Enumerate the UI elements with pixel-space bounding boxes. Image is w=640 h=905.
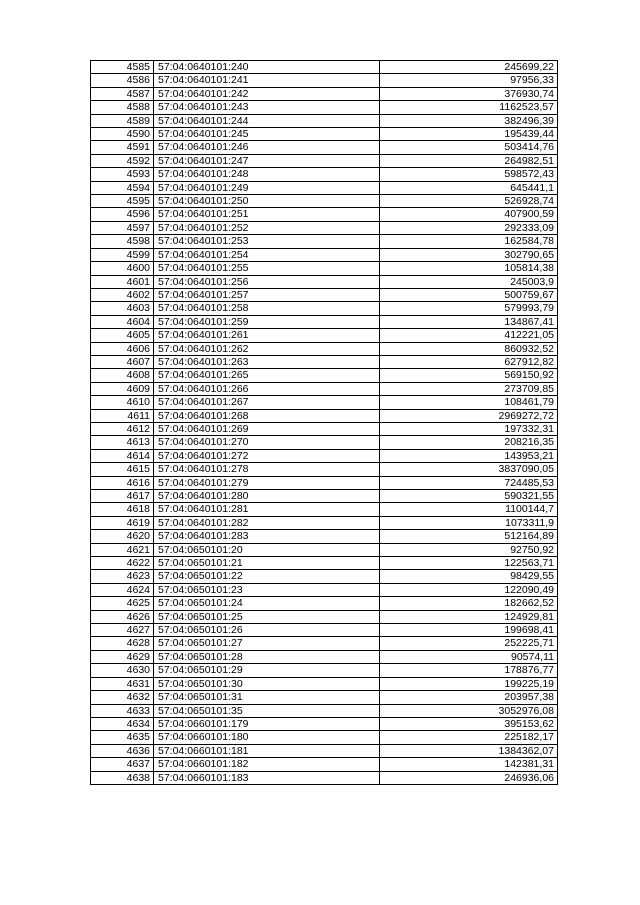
cadastral-number-cell: 57:04:0660101:180 xyxy=(154,731,380,744)
cadastral-value-cell: 98429,55 xyxy=(380,570,558,583)
cadastral-number-cell: 57:04:0640101:253 xyxy=(154,235,380,248)
table-row xyxy=(91,771,558,784)
cadastral-value-cell: 203957,38 xyxy=(380,691,558,704)
cadastral-number-cell: 57:04:0640101:243 xyxy=(154,101,380,114)
cadastral-number-cell: 57:04:0640101:254 xyxy=(154,248,380,261)
table-row xyxy=(91,503,558,516)
row-number-cell: 4622 xyxy=(91,557,154,570)
table-row xyxy=(91,758,558,771)
table-row xyxy=(91,650,558,663)
table-row xyxy=(91,61,558,74)
row-number-cell: 4590 xyxy=(91,128,154,141)
table-row xyxy=(91,355,558,368)
cadastral-number-cell: 57:04:0660101:182 xyxy=(154,758,380,771)
row-number-cell: 4609 xyxy=(91,382,154,395)
cadastral-number-cell: 57:04:0640101:270 xyxy=(154,436,380,449)
row-number-cell: 4629 xyxy=(91,650,154,663)
cadastral-value-cell: 225182,17 xyxy=(380,731,558,744)
cadastral-number-cell: 57:04:0640101:262 xyxy=(154,342,380,355)
table-row xyxy=(91,704,558,717)
cadastral-value-cell: 124929,81 xyxy=(380,610,558,623)
table-row xyxy=(91,208,558,221)
row-number-cell: 4600 xyxy=(91,262,154,275)
row-number-cell: 4628 xyxy=(91,637,154,650)
table-row xyxy=(91,342,558,355)
cadastral-number-cell: 57:04:0640101:268 xyxy=(154,409,380,422)
row-number-cell: 4630 xyxy=(91,664,154,677)
table-row xyxy=(91,530,558,543)
row-number-cell: 4604 xyxy=(91,315,154,328)
cadastral-value-cell: 412221,05 xyxy=(380,329,558,342)
row-number-cell: 4616 xyxy=(91,476,154,489)
row-number-cell: 4611 xyxy=(91,409,154,422)
row-number-cell: 4588 xyxy=(91,101,154,114)
cadastral-number-cell: 57:04:0640101:279 xyxy=(154,476,380,489)
cadastral-number-cell: 57:04:0640101:252 xyxy=(154,221,380,234)
row-number-cell: 4619 xyxy=(91,516,154,529)
table-row xyxy=(91,195,558,208)
cadastral-number-cell: 57:04:0650101:21 xyxy=(154,557,380,570)
table-row xyxy=(91,302,558,315)
cadastral-number-cell: 57:04:0660101:179 xyxy=(154,717,380,730)
row-number-cell: 4614 xyxy=(91,449,154,462)
cadastral-number-cell: 57:04:0640101:241 xyxy=(154,74,380,87)
row-number-cell: 4623 xyxy=(91,570,154,583)
table-row xyxy=(91,396,558,409)
table-row xyxy=(91,315,558,328)
cadastral-number-cell: 57:04:0650101:20 xyxy=(154,543,380,556)
cadastral-value-cell: 395153,62 xyxy=(380,717,558,730)
row-number-cell: 4589 xyxy=(91,114,154,127)
cadastral-number-cell: 57:04:0640101:265 xyxy=(154,369,380,382)
cadastral-number-cell: 57:04:0660101:181 xyxy=(154,744,380,757)
row-number-cell: 4624 xyxy=(91,583,154,596)
cadastral-value-cell: 246936,06 xyxy=(380,771,558,784)
row-number-cell: 4615 xyxy=(91,463,154,476)
cadastral-value-cell: 579993,79 xyxy=(380,302,558,315)
cadastral-number-cell: 57:04:0640101:281 xyxy=(154,503,380,516)
table-row xyxy=(91,744,558,757)
cadastral-number-cell: 57:04:0640101:283 xyxy=(154,530,380,543)
cadastral-value-cell: 199225,19 xyxy=(380,677,558,690)
cadastral-value-cell: 134867,41 xyxy=(380,315,558,328)
cadastral-value-cell: 142381,31 xyxy=(380,758,558,771)
cadastral-number-cell: 57:04:0640101:246 xyxy=(154,141,380,154)
row-number-cell: 4601 xyxy=(91,275,154,288)
table-row xyxy=(91,409,558,422)
cadastral-value-cell: 108461,79 xyxy=(380,396,558,409)
table-row xyxy=(91,516,558,529)
table-row xyxy=(91,262,558,275)
row-number-cell: 4621 xyxy=(91,543,154,556)
row-number-cell: 4620 xyxy=(91,530,154,543)
row-number-cell: 4634 xyxy=(91,717,154,730)
cadastral-value-cell: 598572,43 xyxy=(380,168,558,181)
cadastral-number-cell: 57:04:0640101:256 xyxy=(154,275,380,288)
table-row xyxy=(91,597,558,610)
cadastral-value-cell: 382496,39 xyxy=(380,114,558,127)
row-number-cell: 4610 xyxy=(91,396,154,409)
table-row xyxy=(91,583,558,596)
cadastral-value-cell: 407900,59 xyxy=(380,208,558,221)
cadastral-value-cell: 860932,52 xyxy=(380,342,558,355)
row-number-cell: 4594 xyxy=(91,181,154,194)
cadastral-value-cell: 208216,35 xyxy=(380,436,558,449)
cadastral-value-cell: 627912,82 xyxy=(380,355,558,368)
cadastral-value-cell: 724485,53 xyxy=(380,476,558,489)
cadastral-value-cell: 162584,78 xyxy=(380,235,558,248)
cadastral-number-cell: 57:04:0650101:35 xyxy=(154,704,380,717)
table-row xyxy=(91,490,558,503)
cadastral-value-cell: 105814,38 xyxy=(380,262,558,275)
cadastral-value-cell: 503414,76 xyxy=(380,141,558,154)
row-number-cell: 4636 xyxy=(91,744,154,757)
cadastral-value-cell: 178876,77 xyxy=(380,664,558,677)
cadastral-value-cell: 195439,44 xyxy=(380,128,558,141)
row-number-cell: 4593 xyxy=(91,168,154,181)
cadastral-value-cell: 1162523,57 xyxy=(380,101,558,114)
row-number-cell: 4625 xyxy=(91,597,154,610)
cadastral-number-cell: 57:04:0640101:278 xyxy=(154,463,380,476)
cadastral-number-cell: 57:04:0640101:261 xyxy=(154,329,380,342)
cadastral-value-cell: 512164,89 xyxy=(380,530,558,543)
cadastral-value-cell: 500759,67 xyxy=(380,288,558,301)
table-row xyxy=(91,114,558,127)
cadastral-value-table xyxy=(90,60,558,785)
table-row xyxy=(91,248,558,261)
table-row xyxy=(91,128,558,141)
row-number-cell: 4595 xyxy=(91,195,154,208)
table-row xyxy=(91,691,558,704)
cadastral-value-cell: 97956,33 xyxy=(380,74,558,87)
table-row xyxy=(91,329,558,342)
cadastral-number-cell: 57:04:0650101:29 xyxy=(154,664,380,677)
table-row xyxy=(91,436,558,449)
row-number-cell: 4608 xyxy=(91,369,154,382)
row-number-cell: 4617 xyxy=(91,490,154,503)
cadastral-number-cell: 57:04:0640101:247 xyxy=(154,154,380,167)
table-row xyxy=(91,476,558,489)
row-number-cell: 4605 xyxy=(91,329,154,342)
row-number-cell: 4607 xyxy=(91,355,154,368)
cadastral-number-cell: 57:04:0650101:26 xyxy=(154,624,380,637)
cadastral-number-cell: 57:04:0650101:22 xyxy=(154,570,380,583)
table-row xyxy=(91,624,558,637)
row-number-cell: 4631 xyxy=(91,677,154,690)
row-number-cell: 4638 xyxy=(91,771,154,784)
cadastral-value-cell: 264982,51 xyxy=(380,154,558,167)
cadastral-number-cell: 57:04:0650101:25 xyxy=(154,610,380,623)
cadastral-value-cell: 3837090,05 xyxy=(380,463,558,476)
cadastral-value-cell: 273709,85 xyxy=(380,382,558,395)
cadastral-number-cell: 57:04:0640101:255 xyxy=(154,262,380,275)
table-row xyxy=(91,221,558,234)
cadastral-value-cell: 182662,52 xyxy=(380,597,558,610)
cadastral-number-cell: 57:04:0640101:240 xyxy=(154,61,380,74)
row-number-cell: 4635 xyxy=(91,731,154,744)
table-row xyxy=(91,717,558,730)
table-row xyxy=(91,141,558,154)
row-number-cell: 4591 xyxy=(91,141,154,154)
cadastral-number-cell: 57:04:0640101:250 xyxy=(154,195,380,208)
cadastral-value-cell: 526928,74 xyxy=(380,195,558,208)
row-number-cell: 4597 xyxy=(91,221,154,234)
cadastral-number-cell: 57:04:0640101:258 xyxy=(154,302,380,315)
cadastral-value-cell: 2969272,72 xyxy=(380,409,558,422)
cadastral-value-cell: 245699,22 xyxy=(380,61,558,74)
cadastral-value-cell: 92750,92 xyxy=(380,543,558,556)
cadastral-value-cell: 122563,71 xyxy=(380,557,558,570)
cadastral-number-cell: 57:04:0640101:242 xyxy=(154,87,380,100)
cadastral-number-cell: 57:04:0640101:257 xyxy=(154,288,380,301)
row-number-cell: 4627 xyxy=(91,624,154,637)
cadastral-number-cell: 57:04:0640101:249 xyxy=(154,181,380,194)
cadastral-number-cell: 57:04:0650101:27 xyxy=(154,637,380,650)
table-row xyxy=(91,74,558,87)
table-row xyxy=(91,677,558,690)
row-number-cell: 4587 xyxy=(91,87,154,100)
row-number-cell: 4585 xyxy=(91,61,154,74)
cadastral-number-cell: 57:04:0650101:31 xyxy=(154,691,380,704)
cadastral-value-cell: 292333,09 xyxy=(380,221,558,234)
cadastral-number-cell: 57:04:0640101:244 xyxy=(154,114,380,127)
row-number-cell: 4596 xyxy=(91,208,154,221)
cadastral-value-cell: 1073311,9 xyxy=(380,516,558,529)
cadastral-value-cell: 1384362,07 xyxy=(380,744,558,757)
cadastral-value-cell: 645441,1 xyxy=(380,181,558,194)
row-number-cell: 4602 xyxy=(91,288,154,301)
table-row xyxy=(91,181,558,194)
cadastral-number-cell: 57:04:0640101:259 xyxy=(154,315,380,328)
row-number-cell: 4626 xyxy=(91,610,154,623)
cadastral-number-cell: 57:04:0640101:280 xyxy=(154,490,380,503)
cadastral-number-cell: 57:04:0640101:251 xyxy=(154,208,380,221)
cadastral-value-cell: 376930,74 xyxy=(380,87,558,100)
row-number-cell: 4606 xyxy=(91,342,154,355)
cadastral-number-cell: 57:04:0640101:266 xyxy=(154,382,380,395)
row-number-cell: 4637 xyxy=(91,758,154,771)
row-number-cell: 4598 xyxy=(91,235,154,248)
table-row xyxy=(91,463,558,476)
row-number-cell: 4613 xyxy=(91,436,154,449)
cadastral-value-cell: 197332,31 xyxy=(380,422,558,435)
table-row xyxy=(91,543,558,556)
row-number-cell: 4632 xyxy=(91,691,154,704)
row-number-cell: 4633 xyxy=(91,704,154,717)
cadastral-number-cell: 57:04:0640101:245 xyxy=(154,128,380,141)
cadastral-number-cell: 57:04:0640101:269 xyxy=(154,422,380,435)
cadastral-value-cell: 122090,49 xyxy=(380,583,558,596)
cadastral-value-cell: 245003,9 xyxy=(380,275,558,288)
row-number-cell: 4603 xyxy=(91,302,154,315)
table-row xyxy=(91,637,558,650)
cadastral-number-cell: 57:04:0650101:30 xyxy=(154,677,380,690)
cadastral-number-cell: 57:04:0640101:263 xyxy=(154,355,380,368)
cadastral-value-cell: 569150,92 xyxy=(380,369,558,382)
cadastral-number-cell: 57:04:0650101:28 xyxy=(154,650,380,663)
table-row xyxy=(91,87,558,100)
cadastral-value-cell: 3052976,08 xyxy=(380,704,558,717)
cadastral-number-cell: 57:04:0640101:272 xyxy=(154,449,380,462)
cadastral-number-cell: 57:04:0640101:248 xyxy=(154,168,380,181)
cadastral-number-cell: 57:04:0640101:267 xyxy=(154,396,380,409)
table-body xyxy=(91,61,558,785)
cadastral-value-cell: 199698,41 xyxy=(380,624,558,637)
row-number-cell: 4586 xyxy=(91,74,154,87)
table-row xyxy=(91,382,558,395)
table-row xyxy=(91,288,558,301)
row-number-cell: 4612 xyxy=(91,422,154,435)
cadastral-value-cell: 590321,55 xyxy=(380,490,558,503)
table-row xyxy=(91,154,558,167)
cadastral-value-cell: 302790,65 xyxy=(380,248,558,261)
table-row xyxy=(91,422,558,435)
cadastral-number-cell: 57:04:0660101:183 xyxy=(154,771,380,784)
cadastral-value-cell: 143953,21 xyxy=(380,449,558,462)
table-row xyxy=(91,275,558,288)
table-row xyxy=(91,731,558,744)
table-row xyxy=(91,369,558,382)
row-number-cell: 4592 xyxy=(91,154,154,167)
table-row xyxy=(91,168,558,181)
cadastral-value-cell: 90574,11 xyxy=(380,650,558,663)
cadastral-value-cell: 1100144,7 xyxy=(380,503,558,516)
table-row xyxy=(91,610,558,623)
table-row xyxy=(91,235,558,248)
row-number-cell: 4599 xyxy=(91,248,154,261)
table-row xyxy=(91,449,558,462)
table-row xyxy=(91,557,558,570)
cadastral-number-cell: 57:04:0650101:24 xyxy=(154,597,380,610)
table-row xyxy=(91,570,558,583)
cadastral-number-cell: 57:04:0650101:23 xyxy=(154,583,380,596)
row-number-cell: 4618 xyxy=(91,503,154,516)
cadastral-value-cell: 252225,71 xyxy=(380,637,558,650)
table-row xyxy=(91,664,558,677)
table-row xyxy=(91,101,558,114)
cadastral-number-cell: 57:04:0640101:282 xyxy=(154,516,380,529)
